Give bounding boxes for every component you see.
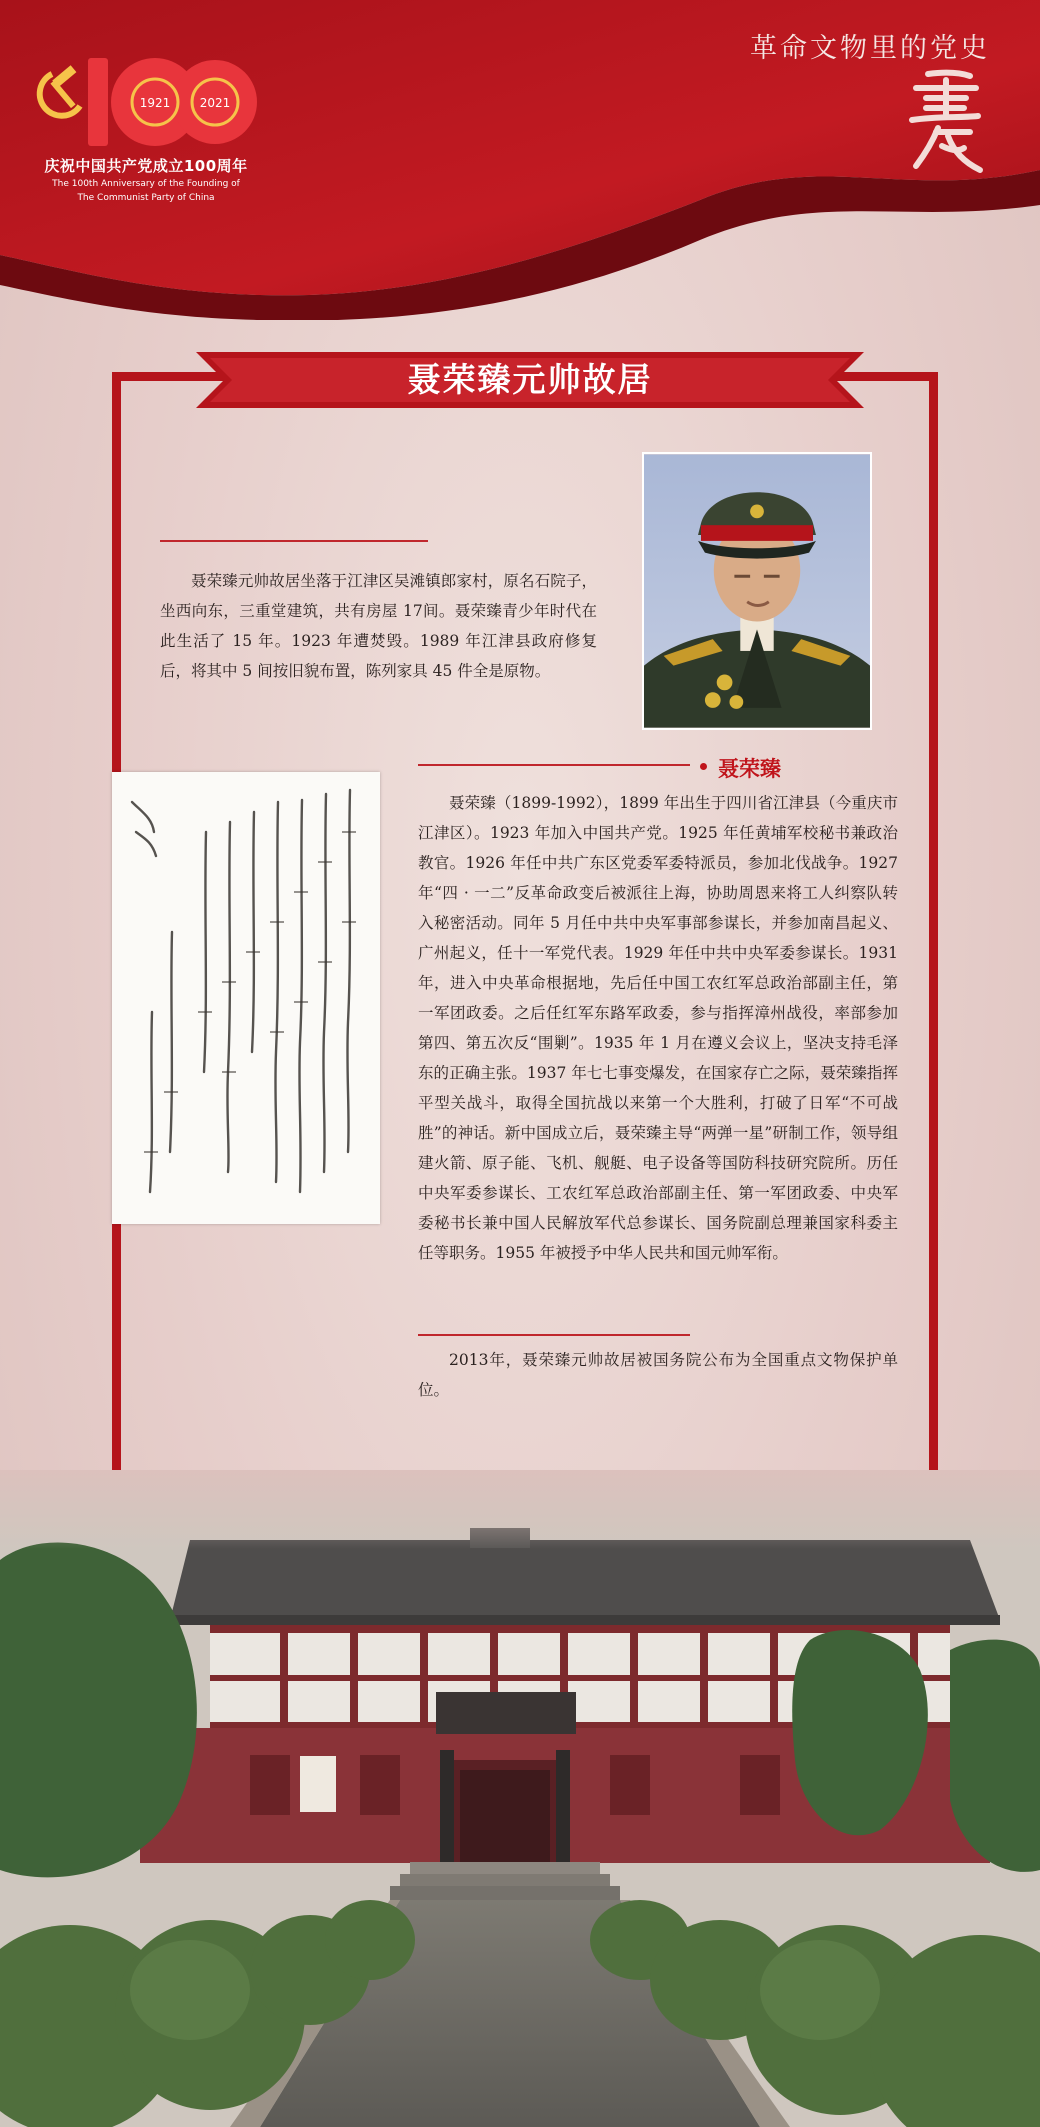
honor-divider	[418, 1334, 690, 1336]
logo-caption-cn: 庆祝中国共产党成立100周年	[44, 157, 248, 175]
former-residence-photo	[0, 1470, 1040, 2127]
person-name: 聂荣臻	[718, 757, 781, 781]
honor-paragraph: 2013年，聂荣臻元帅故居被国务院公布为全国重点文物保护单位。	[418, 1351, 898, 1399]
chongqing-calligraphy	[898, 66, 988, 176]
logo-caption-en-2: The Communist Party of China	[77, 193, 215, 203]
intro-divider	[160, 540, 428, 542]
logo-caption	[36, 155, 256, 204]
hammer-sickle-icon	[40, 65, 80, 116]
logo-year-start: 1921	[139, 96, 171, 110]
portrait-photo	[642, 452, 872, 730]
biography-paragraph: 聂荣臻（1899-1992），1899 年出生于四川省江津县（今重庆市江津区）。1923 年加入中国共产党。1925 年任黄埔军校秘书兼政治教官。1926 年任中共广东区党委军委特派员，参加北伐战争。1927 年“四 · 一二”反革命政变后被派往上海，协助周恩来将工人纠察队转入秘密活动。同年 5 月任中共中央军事部参谋长，并参加南昌起义、广州起义，任十一军党代表。1929 年任中共中央军委参谋长。1931 年，进入中央革命根据地，先后任中国工农红军总政治部副主任，第一军团政委。之后任红军东路军政委，参与指挥漳州战役，率部参加第四、第五次反“围剿”。1935 年 1 月在遵义会议上，坚决支持毛泽东的正确主张。1937 年七七事变爆发，在国家存亡之际，聂荣臻指挥平型关战斗，取得全国抗战以来第一个大胜利，打破了日军“不可战胜”的神话。新中国成立后，聂荣臻主导“两弹一星”研制工作，领导组建火箭、原子能、飞机、舰艇、电子设备等国防科技研究院所。历任中央军委参谋长、工农红军总政治部副主任、第一军团政委、中央军委秘书长兼中国人民解放军代总参谋长、国务院副总理兼国家科委主任等职务。1955 年被授予中华人民共和国元帅军衔。	[418, 794, 898, 1262]
handwritten-letter-image	[112, 772, 380, 1224]
series-title: 革命文物里的党史	[750, 33, 990, 64]
name-divider	[418, 764, 690, 766]
logo-caption-en-1: The 100th Anniversary of the Founding of	[52, 179, 240, 189]
intro-paragraph: 聂荣臻元帅故居坐落于江津区吴滩镇郎家村，原名石院子，坐西向东，三重堂建筑，共有房屋 17间。聂荣臻青少年时代在此生活了 15 年。1923 年遭焚毁。1989 年江津县政府修复后，将其中 5 间按旧貌布置，陈列家具 45 件全是原物。	[160, 572, 597, 680]
section-title: 聂荣臻元帅故居	[407, 360, 653, 399]
bullet-icon	[700, 763, 707, 770]
logo-year-end: 2021	[199, 96, 231, 110]
